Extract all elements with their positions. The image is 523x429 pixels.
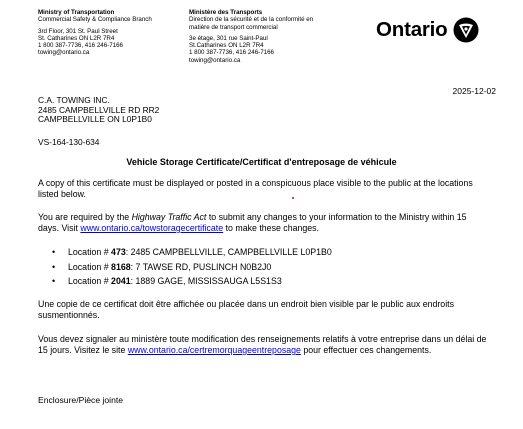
- ministry-name-fr: Ministère des Transports: [189, 9, 263, 16]
- changes-notice-en: [38, 212, 488, 234]
- changes-text-end: to make these changes.: [223, 223, 320, 233]
- changes-text-start-fr: Vous devez signaler au ministère toute modification des renseignements relatifs à votre entreprise dans un délai de 15 jours. Visitez le site: [38, 334, 487, 355]
- display-notice-fr: Une copie de ce certificat doit être affichée ou placée dans un endroit bien visible par le public aux endroits susmentionnés.: [38, 299, 454, 320]
- changes-text-end-fr: pour effectuer ces changements.: [300, 345, 432, 355]
- recipient-name: C.A. TOWING INC.: [38, 95, 110, 105]
- header-french: [189, 9, 313, 64]
- phone-line-fr: 1 800 387-7736, 416 246-7166: [189, 49, 274, 57]
- address-line-en: 3rd Floor, 301 St. Paul Street: [38, 27, 118, 35]
- display-notice-en: A copy of this certificate must be displayed or posted in a conspicuous place visible to the public at the locations listed below.: [38, 178, 473, 199]
- reference-number: VS-164-130-634: [38, 137, 100, 147]
- locations-list: [38, 245, 498, 289]
- location-address: : 2485 CAMPBELLVILLE, CAMPBELLVILLE L0P1B0: [125, 247, 332, 257]
- location-prefix: Location #: [68, 247, 112, 257]
- location-number: 8168: [111, 261, 131, 272]
- location-number: 473: [111, 247, 126, 257]
- email-line-fr: towing@ontario.ca: [189, 56, 241, 64]
- phone-line-en: 1 800 387-7736, 416 246-7166: [38, 42, 123, 50]
- certificat-link-fr[interactable]: www.ontario.ca/certremorquageentreposage: [127, 345, 301, 355]
- branch-name-fr-1: Direction de la sécurité et de la conformité en: [189, 16, 314, 24]
- tow-storage-certificate-link[interactable]: www.ontario.ca/towstoragecertificate: [80, 223, 224, 233]
- recipient-street: 2485 CAMPBELLVILLE RD RR2: [38, 104, 160, 115]
- changes-notice-fr: [38, 334, 488, 356]
- recipient-address: [38, 96, 159, 125]
- branch-name-en: Commercial Safety & Compliance Branch: [38, 16, 152, 24]
- act-name: Highway Traffic Act: [131, 212, 207, 222]
- city-line-fr: St.Catharines ON L2R 7R4: [189, 42, 264, 50]
- enclosure-line: Enclosure/Pièce jointe: [38, 395, 124, 405]
- location-number: 2041: [111, 276, 131, 286]
- branch-name-fr-2: matière de transport commercial: [189, 23, 278, 31]
- changes-text-middle: to submit any changes to your information to the Ministry within 15 days. Visit: [38, 212, 467, 233]
- email-line-en: towing@ontario.ca: [38, 49, 90, 57]
- certificate-title: Vehicle Storage Certificate/Certificat d'entreposage de véhicule: [126, 157, 397, 167]
- recipient-city: CAMPBELLVILLE ON L0P1B0: [38, 114, 152, 125]
- location-address: : 7 TAWSE RD, PUSLINCH N0B2J0: [130, 261, 272, 272]
- list-item: [38, 260, 498, 275]
- city-line-en: St. Catharines ON L2R 7R4: [38, 34, 115, 42]
- address-line-fr: 3e étage, 301 rue Saint-Paul: [189, 34, 268, 42]
- letter-date: 2025-12-02: [452, 86, 496, 96]
- changes-text-start: You are required by the: [38, 212, 132, 222]
- trillium-icon: [453, 17, 479, 43]
- list-item: [38, 245, 498, 260]
- list-item: [38, 274, 498, 289]
- ministry-name-en: Ministry of Transportation: [38, 9, 115, 16]
- header-english: [38, 9, 152, 57]
- location-address: : 1889 GAGE, MISSISSAUGA L5S1S3: [130, 276, 282, 286]
- ontario-logo: [376, 17, 479, 43]
- location-prefix: Location #: [68, 276, 112, 286]
- logo-wordmark: Ontario: [376, 18, 448, 41]
- location-prefix: Location #: [68, 261, 112, 272]
